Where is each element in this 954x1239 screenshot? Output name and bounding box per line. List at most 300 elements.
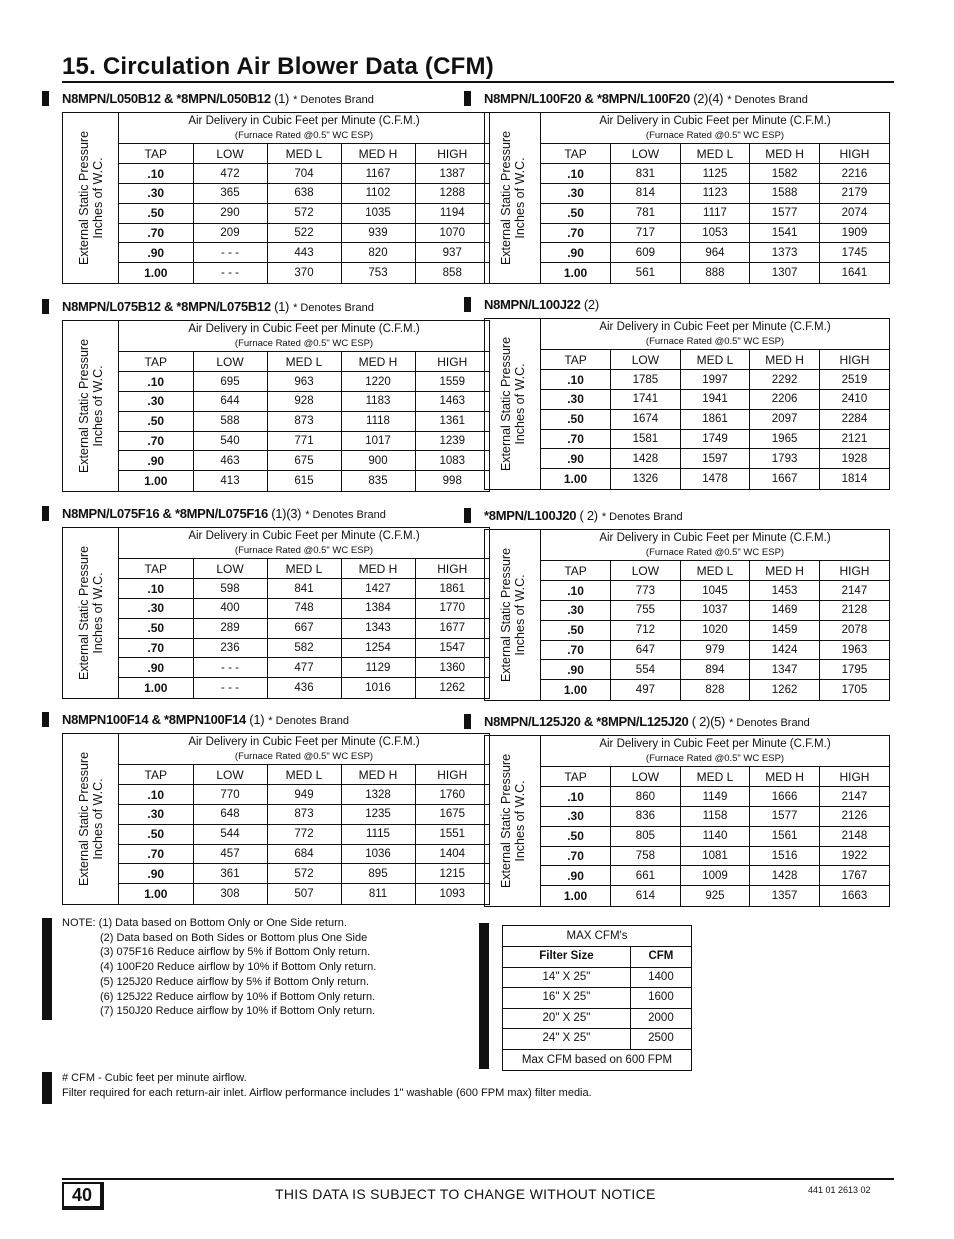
cfm-value-cell: 1053 — [680, 223, 750, 243]
cfm-value-cell: 1674 — [611, 409, 681, 429]
cfm-value-cell: 1158 — [680, 807, 750, 827]
model-number: N8MPN/L075B12 & *8MPN/L075B12 — [62, 299, 271, 314]
model-number: N8MPN100F14 & *8MPN100F14 — [62, 712, 246, 727]
side-label-text — [499, 741, 527, 901]
cfm-value-cell: 1326 — [611, 469, 681, 489]
cfm-value-cell: 1254 — [341, 638, 415, 658]
max-cfm-marker — [479, 923, 489, 1069]
cfm-value-cell: 644 — [193, 392, 267, 412]
table-row — [541, 620, 889, 640]
cfm-value-cell: 1140 — [680, 826, 750, 846]
cfm-value-cell: 964 — [680, 243, 750, 263]
cfm-value-cell: 2147 — [819, 787, 889, 807]
side-label — [63, 321, 119, 491]
tap-cell: .30 — [541, 184, 611, 204]
table-subtitle: (Furnace Rated @0.5" WC ESP) — [645, 753, 785, 764]
cfm-value-cell: 836 — [611, 807, 681, 827]
cfm-value-cell: 457 — [193, 844, 267, 864]
tap-cell: .70 — [541, 429, 611, 449]
cfm-value-cell: 1427 — [341, 579, 415, 599]
column-header: HIGH — [819, 144, 889, 164]
section-heading — [62, 90, 490, 112]
column-header: HIGH — [415, 144, 489, 164]
column-header: MED H — [341, 144, 415, 164]
cfm-value-cell: 1424 — [750, 640, 820, 660]
side-label-line: Inches of W.C. — [91, 157, 105, 239]
cfm-value-cell: 1357 — [750, 886, 820, 906]
tap-cell: .10 — [541, 581, 611, 601]
brand-note: * Denotes Brand — [293, 302, 374, 314]
side-label-text — [499, 324, 527, 484]
table-row — [119, 579, 489, 599]
cfm-value-cell: 1749 — [680, 429, 750, 449]
cfm-value-cell: 1093 — [439, 887, 466, 900]
tap-cell: .30 — [541, 390, 611, 410]
cfm-value-cell: 1641 — [841, 266, 868, 279]
column-header-row — [119, 352, 489, 372]
max-cfm-header: Filter Size — [503, 947, 630, 967]
cfm-value-cell: 755 — [611, 601, 681, 621]
cfm-value-cell: 1115 — [341, 824, 415, 844]
cfm-value-cell: 1577 — [750, 807, 820, 827]
side-label — [63, 734, 119, 904]
blower-section — [62, 90, 490, 284]
cfm-value-cell: 1561 — [750, 826, 820, 846]
tap-cell: .90 — [119, 451, 193, 471]
cfm-value-cell: 2148 — [819, 826, 889, 846]
table-title: Air Delivery in Cubic Feet per Minute (C.F.M.) — [188, 115, 420, 127]
table-row — [541, 787, 889, 807]
table-grid — [119, 321, 489, 491]
cfm-value-cell: 717 — [611, 223, 681, 243]
tap-cell: .10 — [119, 372, 193, 392]
filter-size-cell: 16" X 25" — [503, 988, 630, 1009]
cfm-value-cell: 1220 — [341, 372, 415, 392]
side-label — [63, 113, 119, 283]
cfm-value-cell: 1928 — [819, 449, 889, 469]
cfm-value-cell: 841 — [267, 579, 341, 599]
blower-section — [484, 90, 890, 284]
cfm-value-cell: 1597 — [680, 449, 750, 469]
cfm-value-cell: 2078 — [819, 620, 889, 640]
model-notes: (1) — [270, 299, 290, 314]
side-label-text — [77, 533, 105, 693]
cfm-value-cell: 684 — [267, 844, 341, 864]
brand-note: * Denotes Brand — [727, 94, 808, 106]
cfm-value-cell: 805 — [611, 826, 681, 846]
tap-cell: .30 — [119, 805, 193, 825]
table-row — [541, 640, 889, 660]
cfm-value-cell: 1428 — [750, 866, 820, 886]
cfm-value-cell: 661 — [611, 866, 681, 886]
table-row — [119, 392, 489, 412]
cfm-value-cell: 748 — [267, 599, 341, 619]
cfm-value-cell: 1016 — [341, 678, 415, 698]
column-header: MED L — [680, 767, 750, 787]
column-header: MED H — [341, 559, 415, 579]
cfm-value-cell: 365 — [193, 184, 267, 204]
cfm-value-cell: 1125 — [680, 164, 750, 184]
table-row — [541, 826, 889, 846]
cfm-value-cell: 873 — [267, 805, 341, 825]
table-row — [119, 372, 489, 392]
section-heading — [62, 505, 490, 527]
cfm-value-cell: 781 — [611, 203, 681, 223]
cfm-value-cell: 925 — [680, 886, 750, 906]
filter-size-cell: 14" X 25" — [503, 967, 630, 988]
column-header: LOW — [193, 765, 267, 785]
cfm-value-cell: 400 — [193, 599, 267, 619]
section-marker — [464, 714, 471, 729]
column-header: MED H — [341, 352, 415, 372]
table-row — [119, 223, 489, 243]
table-row — [541, 449, 889, 469]
cfm-value-cell: 1459 — [750, 620, 820, 640]
cfm-data-table — [541, 144, 889, 283]
cfm-value-cell: 1387 — [415, 164, 489, 184]
cfm-value-cell: 1478 — [680, 469, 750, 489]
cfm-value-cell: 1035 — [341, 203, 415, 223]
cfm-value-cell: - - - — [193, 263, 267, 283]
cfm-value-cell: 572 — [267, 203, 341, 223]
table-row — [541, 429, 889, 449]
table-row — [541, 886, 889, 906]
cfm-data-table — [119, 144, 489, 283]
cfm-value-cell: 236 — [193, 638, 267, 658]
cfm-data-table — [119, 559, 489, 698]
cfm-value-cell: 1767 — [819, 866, 889, 886]
model-notes: (2) — [580, 297, 599, 312]
airflow-table — [484, 735, 890, 907]
cfm-value-cell: 1017 — [341, 431, 415, 451]
cfm-value-cell: 1343 — [341, 618, 415, 638]
cfm-value-cell: 1770 — [415, 599, 489, 619]
side-label-line: Inches of W.C. — [513, 157, 527, 239]
cfm-value-cell: 667 — [267, 618, 341, 638]
tap-cell: .30 — [119, 599, 193, 619]
blower-section — [62, 711, 490, 905]
blower-section — [484, 507, 890, 701]
tap-cell: .70 — [119, 844, 193, 864]
cfm-cell: 2500 — [630, 1029, 691, 1050]
cfm-value-cell: 770 — [193, 785, 267, 805]
column-header: MED H — [341, 765, 415, 785]
note-line: (5) 125J20 Reduce airflow by 5% if Bottom Only return. — [100, 975, 370, 988]
cfm-value-cell: 1118 — [341, 411, 415, 431]
table-row — [119, 411, 489, 431]
column-header: HIGH — [415, 559, 489, 579]
tap-cell: .50 — [119, 203, 193, 223]
brand-note: * Denotes Brand — [268, 715, 350, 727]
cfm-value-cell: 758 — [611, 846, 681, 866]
tap-cell: 1.00 — [541, 680, 611, 700]
column-header: TAP — [119, 765, 193, 785]
max-cfm-header: CFM — [630, 947, 691, 967]
cfm-value-cell: 2410 — [819, 390, 889, 410]
table-title: Air Delivery in Cubic Feet per Minute (C.F.M.) — [599, 115, 831, 127]
side-label-line: Inches of W.C. — [513, 780, 527, 862]
cfm-value-cell: 1360 — [415, 658, 489, 678]
table-row — [541, 370, 889, 390]
column-header: HIGH — [819, 561, 889, 581]
cfm-value-cell: 1760 — [415, 785, 489, 805]
cfm-value-cell: 1469 — [750, 601, 820, 621]
cfm-value-cell: 963 — [267, 372, 341, 392]
cfm-value-cell: 858 — [442, 266, 462, 279]
tap-cell: .50 — [541, 620, 611, 640]
cfm-value-cell: 949 — [267, 785, 341, 805]
side-label-line: Inches of W.C. — [91, 365, 105, 447]
column-header: LOW — [611, 350, 681, 370]
section-heading — [484, 296, 890, 318]
cfm-value-cell: 1037 — [680, 601, 750, 621]
column-header: MED L — [267, 144, 341, 164]
column-header: LOW — [193, 352, 267, 372]
table-grid — [541, 319, 889, 489]
tap-cell: .30 — [541, 807, 611, 827]
column-header-row — [541, 561, 889, 581]
section-heading — [484, 507, 890, 529]
table-row — [119, 203, 489, 223]
column-header: MED H — [750, 144, 820, 164]
model-notes: (1) — [245, 712, 265, 727]
cfm-value-cell: 828 — [680, 680, 750, 700]
cfm-value-cell: 1262 — [439, 681, 466, 694]
cfm-cell: 1400 — [630, 967, 691, 988]
model-number: N8MPN/L075F16 & *8MPN/L075F16 — [62, 506, 268, 521]
section-marker — [42, 299, 49, 314]
cfm-value-cell: 1922 — [819, 846, 889, 866]
cfm-value-cell: 1428 — [611, 449, 681, 469]
cfm-value-cell: 1070 — [415, 223, 489, 243]
column-header: MED L — [267, 559, 341, 579]
cfm-value-cell: 888 — [680, 263, 750, 283]
table-row — [541, 409, 889, 429]
side-label-line: External Static Pressure — [499, 753, 513, 889]
cfm-data-table — [119, 765, 489, 904]
table-row — [119, 864, 489, 884]
cfm-value-cell: 477 — [267, 658, 341, 678]
cfm-value-cell: 772 — [267, 824, 341, 844]
table-row — [119, 805, 489, 825]
cfm-value-cell: 1083 — [415, 451, 489, 471]
cfm-value-cell: 2179 — [819, 184, 889, 204]
cfm-value-cell: 1741 — [611, 390, 681, 410]
side-label-text — [499, 118, 527, 278]
cfm-value-cell: 1288 — [415, 184, 489, 204]
cfm-value-cell: 1194 — [415, 203, 489, 223]
cfm-value-cell: 1045 — [680, 581, 750, 601]
cfm-value-cell: 308 — [193, 884, 267, 904]
cfm-value-cell: 1328 — [341, 785, 415, 805]
cfm-value-cell: 2126 — [819, 807, 889, 827]
brand-note: * Denotes Brand — [729, 717, 810, 729]
table-row — [119, 263, 489, 283]
notes-marker — [42, 918, 52, 1020]
cfm-value-cell: 979 — [680, 640, 750, 660]
column-header: HIGH — [819, 350, 889, 370]
tap-cell: .90 — [119, 658, 193, 678]
table-grid — [541, 113, 889, 283]
cfm-value-cell: 2206 — [750, 390, 820, 410]
table-grid — [119, 734, 489, 904]
cfm-value-cell: 1965 — [750, 429, 820, 449]
cfm-value-cell: 1102 — [341, 184, 415, 204]
table-row — [119, 618, 489, 638]
cfm-value-cell: 820 — [341, 243, 415, 263]
cfm-value-cell: 1705 — [841, 683, 868, 696]
column-header: MED L — [267, 765, 341, 785]
airflow-table — [62, 733, 490, 905]
tap-cell: .90 — [119, 243, 193, 263]
table-row — [119, 451, 489, 471]
cfm-value-cell: 1861 — [415, 579, 489, 599]
section-marker — [42, 506, 49, 521]
cfm-value-cell: 831 — [611, 164, 681, 184]
table-heading — [541, 530, 889, 561]
table-heading — [119, 734, 489, 765]
model-notes: (2)(4) — [689, 91, 724, 106]
tap-cell: .70 — [541, 223, 611, 243]
section-marker — [464, 297, 471, 312]
model-number: N8MPN/L100J22 — [484, 297, 581, 312]
cfm-value-cell: 1795 — [819, 660, 889, 680]
cfm-value-cell: 1785 — [611, 370, 681, 390]
table-row — [541, 846, 889, 866]
cfm-value-cell: 1997 — [680, 370, 750, 390]
cfm-value-cell: 1081 — [680, 846, 750, 866]
tap-cell: .50 — [541, 203, 611, 223]
cfm-value-cell: 900 — [341, 451, 415, 471]
table-row — [119, 164, 489, 184]
table-row — [119, 243, 489, 263]
cfm-value-cell: 753 — [341, 263, 415, 283]
brand-note: * Denotes Brand — [293, 94, 374, 106]
tap-cell: .30 — [541, 601, 611, 621]
table-row — [541, 581, 889, 601]
cfm-value-cell: 588 — [193, 411, 267, 431]
tap-cell: .10 — [119, 164, 193, 184]
column-header: TAP — [541, 350, 611, 370]
cfm-value-cell: 1861 — [680, 409, 750, 429]
cfm-value-cell: 2216 — [819, 164, 889, 184]
change-notice: THIS DATA IS SUBJECT TO CHANGE WITHOUT NOTICE — [275, 1186, 656, 1202]
tap-cell: .10 — [541, 164, 611, 184]
cfm-value-cell: 1588 — [750, 184, 820, 204]
table-row — [119, 678, 489, 698]
cfm-value-cell: 1404 — [415, 844, 489, 864]
filter-size-cell: 24" X 25" — [503, 1029, 630, 1050]
cfm-value-cell: 2097 — [750, 409, 820, 429]
cfm-value-cell: 928 — [267, 392, 341, 412]
cfm-value-cell: 572 — [267, 864, 341, 884]
max-cfm-title: MAX CFM's — [503, 926, 691, 947]
cfm-value-cell: 2074 — [819, 203, 889, 223]
table-heading — [119, 528, 489, 559]
model-notes: (1) — [270, 91, 290, 106]
table-row — [119, 884, 489, 904]
cfm-value-cell: 773 — [611, 581, 681, 601]
column-header: HIGH — [415, 765, 489, 785]
cfm-value-cell: 1793 — [750, 449, 820, 469]
table-heading — [119, 321, 489, 352]
model-number: N8MPN/L100F20 & *8MPN/L100F20 — [484, 91, 690, 106]
cfm-value-cell: 290 — [193, 203, 267, 223]
tap-cell: .90 — [541, 866, 611, 886]
table-row — [119, 844, 489, 864]
column-header: TAP — [541, 767, 611, 787]
cfm-value-cell: 1581 — [611, 429, 681, 449]
table-row — [119, 785, 489, 805]
tap-cell: 1.00 — [119, 263, 193, 283]
table-row — [541, 601, 889, 621]
tap-cell: .50 — [119, 618, 193, 638]
table-row — [119, 431, 489, 451]
tap-cell: .90 — [541, 449, 611, 469]
cfm-value-cell: 873 — [267, 411, 341, 431]
cfm-value-cell: 615 — [267, 471, 341, 491]
cfm-value-cell: 2284 — [819, 409, 889, 429]
cfm-value-cell: 695 — [193, 372, 267, 392]
cfm-value-cell: 712 — [611, 620, 681, 640]
cfm-value-cell: 1541 — [750, 223, 820, 243]
side-label-line: Inches of W.C. — [91, 778, 105, 860]
cfm-value-cell: 507 — [267, 884, 341, 904]
cfm-value-cell: 1963 — [819, 640, 889, 660]
model-number: N8MPN/L125J20 & *8MPN/L125J20 — [484, 714, 689, 729]
tap-cell: .30 — [119, 184, 193, 204]
side-label-line: External Static Pressure — [77, 338, 91, 474]
side-label-line: External Static Pressure — [499, 547, 513, 683]
cfm-value-cell: 1551 — [415, 824, 489, 844]
column-header: MED L — [267, 352, 341, 372]
table-title: Air Delivery in Cubic Feet per Minute (C.F.M.) — [599, 738, 831, 750]
cfm-value-cell: 1941 — [680, 390, 750, 410]
cfm-value-cell: 814 — [611, 184, 681, 204]
cfm-data-table — [541, 767, 889, 906]
column-header-row — [119, 144, 489, 164]
table-row — [541, 390, 889, 410]
cfm-value-cell: 209 — [193, 223, 267, 243]
tap-cell: .70 — [541, 640, 611, 660]
cfm-cell: 2000 — [630, 1008, 691, 1029]
cfm-value-cell: 1149 — [680, 787, 750, 807]
cfm-value-cell: 540 — [193, 431, 267, 451]
section-marker — [42, 712, 49, 727]
table-subtitle: (Furnace Rated @0.5" WC ESP) — [645, 130, 785, 141]
table-heading — [541, 319, 889, 350]
cfm-data-table — [541, 561, 889, 700]
table-row — [119, 658, 489, 678]
table-heading — [541, 736, 889, 767]
cfm-value-cell: 1745 — [819, 243, 889, 263]
section-heading — [62, 298, 490, 320]
table-row — [541, 164, 889, 184]
cfm-value-cell: 561 — [611, 263, 681, 283]
cfm-value-cell: 1814 — [841, 472, 868, 485]
page-number: 40 — [62, 1182, 104, 1210]
cfm-value-cell: 1361 — [415, 411, 489, 431]
cfm-value-cell: 1582 — [750, 164, 820, 184]
table-row — [541, 243, 889, 263]
cfm-data-table — [541, 350, 889, 489]
cfm-value-cell: 638 — [267, 184, 341, 204]
cfm-value-cell: 1667 — [750, 469, 820, 489]
side-label — [485, 319, 541, 489]
tap-cell: 1.00 — [119, 471, 193, 491]
table-subtitle: (Furnace Rated @0.5" WC ESP) — [234, 130, 374, 141]
cfm-value-cell: 1909 — [819, 223, 889, 243]
